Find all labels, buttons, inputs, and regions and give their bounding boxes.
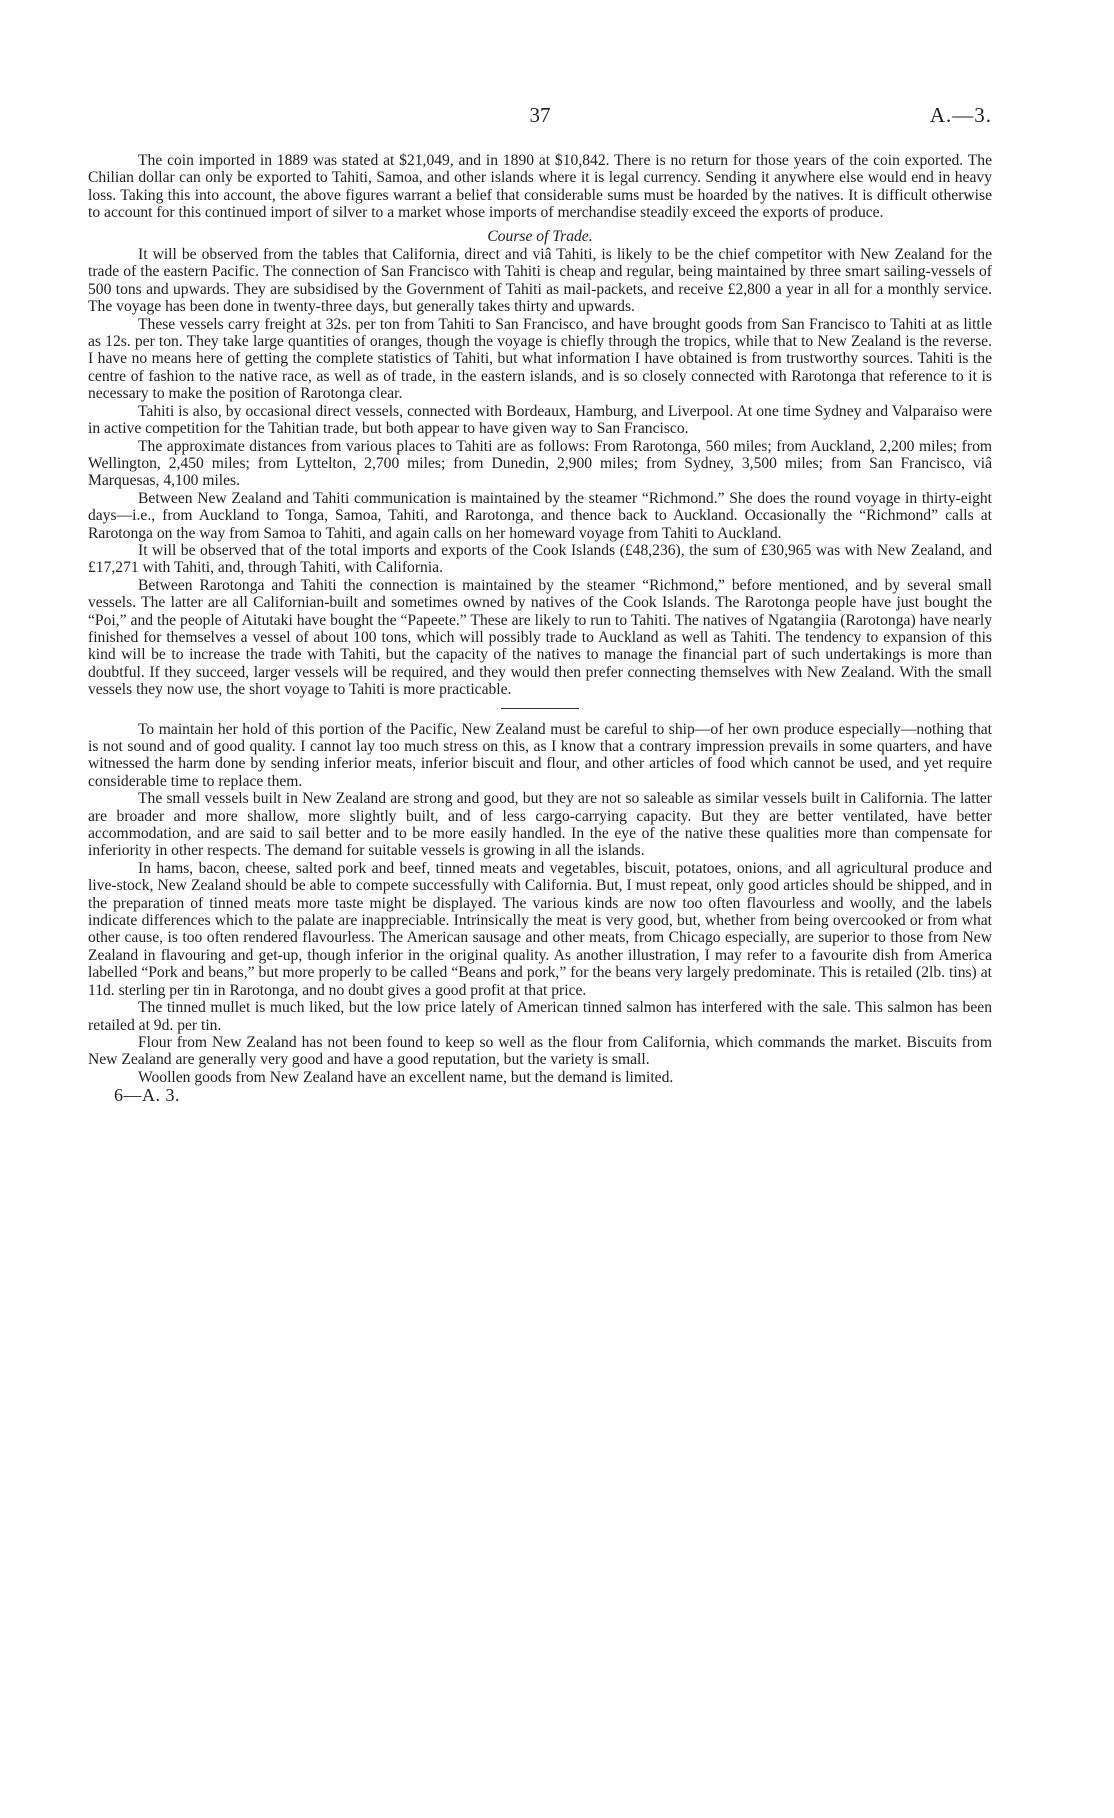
paragraph-vessel-freight: These vessels carry freight at 32s. per ton from Tahiti to San Francisco, and have brought goods from San Francisco to Tahiti at as little as 12s. per ton. They take large quantities of oranges, though the voyage is chiefly through the tropics, while that to New Zealand is the reverse. I have no means here of getting the complete statistics of Tahiti, but what information I have obtained is from trustworthy sources. Tahiti is the centre of fashion to the native race, as well as of trade, in the eastern islands, and is so closely connected with Rarotonga that reference to it is necessary to make the position of Rarotonga clear. xyxy=(88,315,992,403)
page-number: 37 xyxy=(529,103,551,127)
paragraph-tinned-mullet: The tinned mullet is much liked, but the low price lately of American tinned salmon has interfered with the sale. This salmon has been retailed at 9d. per tin. xyxy=(88,999,992,1034)
signature-mark: 6—A. 3. xyxy=(114,1085,180,1106)
paragraph-quality-produce: To maintain her hold of this portion of the Pacific, New Zealand must be careful to ship—of her own produce especially—nothing that is not sound and of good quality. I cannot lay too much stress on this, as I know that a contrary impression prevails in some quarters, and have witnessed the harm done by sending inferior meats, inferior biscuit and flour, and other articles of food which cannot be used, and yet require considerable time to replace them. xyxy=(88,720,992,790)
paragraph-tahiti-connections: Tahiti is also, by occasional direct vessels, connected with Bordeaux, Hamburg, and Liverpool. At one time Sydney and Valparaiso were in active competition for the Tahitian trade, but both appear to have given way to San Francisco. xyxy=(88,402,992,438)
paragraph-cook-islands-trade: It will be observed that of the total imports and exports of the Cook Islands (£48,236), the sum of £30,965 was with New Zealand, and £17,271 with Tahiti, and, through Tahiti, with California. xyxy=(88,541,992,577)
paragraph-distances: The approximate distances from various places to Tahiti are as follows: From Rarotonga, 560 miles; from Auckland, 2,200 miles; from Wellington, 2,450 miles; from Lyttelton, 2,700 miles; from Dunedin, 2,900 miles; from Sydney, 3,500 miles; from San Francisco, viâ Marquesas, 4,100 miles. xyxy=(88,437,992,490)
paragraph-food-exports: In hams, bacon, cheese, salted pork and beef, tinned meats and vegetables, biscuit, potatoes, onions, and all agricultural produce and live-stock, New Zealand should be able to compete successfully with California. But, I must repeat, only good articles should be shipped, and in the preparation of tinned meats more taste might be displayed. The various kinds are now too often flavourless and woolly, and the labels indicate differences which to the palate are inappreciable. Intrinsically the meat is very good, but, whether from being overcooked or from what other cause, is too often rendered flavourless. The American sausage and other meats, from Chicago especially, are superior to those from New Zealand in flavouring and get-up, though inferior in the original quality. As another illustration, I may refer to a favourite dish from America labelled “Pork and beans,” but more properly to be called “Beans and pork,” for the beans very largely predominate. This is retailed (2lb. tins) at 11d. sterling per tin in Rarotonga, and no doubt gives a good profit at that price. xyxy=(88,859,992,999)
page-body xyxy=(88,152,992,1105)
running-head xyxy=(88,103,992,131)
paragraph-coin-imports: The coin imported in 1889 was stated at $21,049, and in 1890 at $10,842. There is no return for those years of the coin exported. The Chilian dollar can only be exported to Tahiti, Samoa, and other islands where it is legal currency. Sending it anywhere else would end in heavy loss. Taking this into account, the above figures warrant a belief that considerable sums must be hoarded by the natives. It is difficult otherwise to account for this continued import of silver to a market whose imports of merchandise steadily exceed the exports of produce. xyxy=(88,152,992,222)
paragraph-flour-biscuits: Flour from New Zealand has not been found to keep so well as the flour from California, which commands the market. Biscuits from New Zealand are generally very good and have a good reputation, but the variety is small. xyxy=(88,1033,992,1069)
document-reference: A.—3. xyxy=(929,103,992,127)
paragraph-richmond-route: Between New Zealand and Tahiti communication is maintained by the steamer “Richmond.” She does the round voyage in thirty-eight days—i.e., from Auckland to Tonga, Samoa, Tahiti, and Rarotonga, and thence back to Auckland. Occasionally the “Richmond” calls at Rarotonga on the way from Samoa to Tahiti, and again calls on her homeward voyage from Tahiti to Auckland. xyxy=(88,489,992,542)
section-divider xyxy=(501,708,579,709)
section-heading-course-of-trade: Course of Trade. xyxy=(487,227,593,245)
paragraph-small-vessels-tahiti: Between Rarotonga and Tahiti the connection is maintained by the steamer “Richmond,” before mentioned, and by several small vessels. The latter are all Californian-built and sometimes owned by natives of the Cook Islands. The Rarotonga people have just bought the “Poi,” and the people of Aitutaki have bought the “Papeete.” These are likely to run to Tahiti. The natives of Ngatangiia (Rarotonga) have nearly finished for themselves a vessel of about 100 tons, which will possibly trade to Auckland as well as Tahiti. The tendency to expansion of this kind will be to increase the trade with Tahiti, but the capacity of the natives to manage the financial part of such undertakings is more than doubtful. If they succeed, larger vessels will be required, and they would then prefer connecting themselves with New Zealand. With the small vessels they now use, the short voyage to Tahiti is more practicable. xyxy=(88,576,992,699)
paragraph-nz-vessels: The small vessels built in New Zealand are strong and good, but they are not so saleable as similar vessels built in California. The latter are broader and more shallow, more slightly built, and of less cargo-carrying capacity. But they are better ventilated, have better accommodation, and are said to sail better and to be more easily handled. In the eye of the native these qualities more than compensate for inferiority in other respects. The demand for suitable vessels is growing in all the islands. xyxy=(88,790,992,860)
paragraph-california-competitor: It will be observed from the tables that California, direct and viâ Tahiti, is likely to be the chief competitor with New Zealand for the trade of the eastern Pacific. The connection of San Francisco with Tahiti is cheap and regular, being maintained by three smart sailing-vessels of 500 tons and upwards. They are subsidised by the Government of Tahiti as mail-packets, and receive £2,800 a year in all for a monthly service. The voyage has been done in twenty-three days, but generally takes thirty and upwards. xyxy=(88,246,992,316)
paragraph-woollen-goods: Woollen goods from New Zealand have an excellent name, but the demand is limited. xyxy=(138,1068,674,1086)
